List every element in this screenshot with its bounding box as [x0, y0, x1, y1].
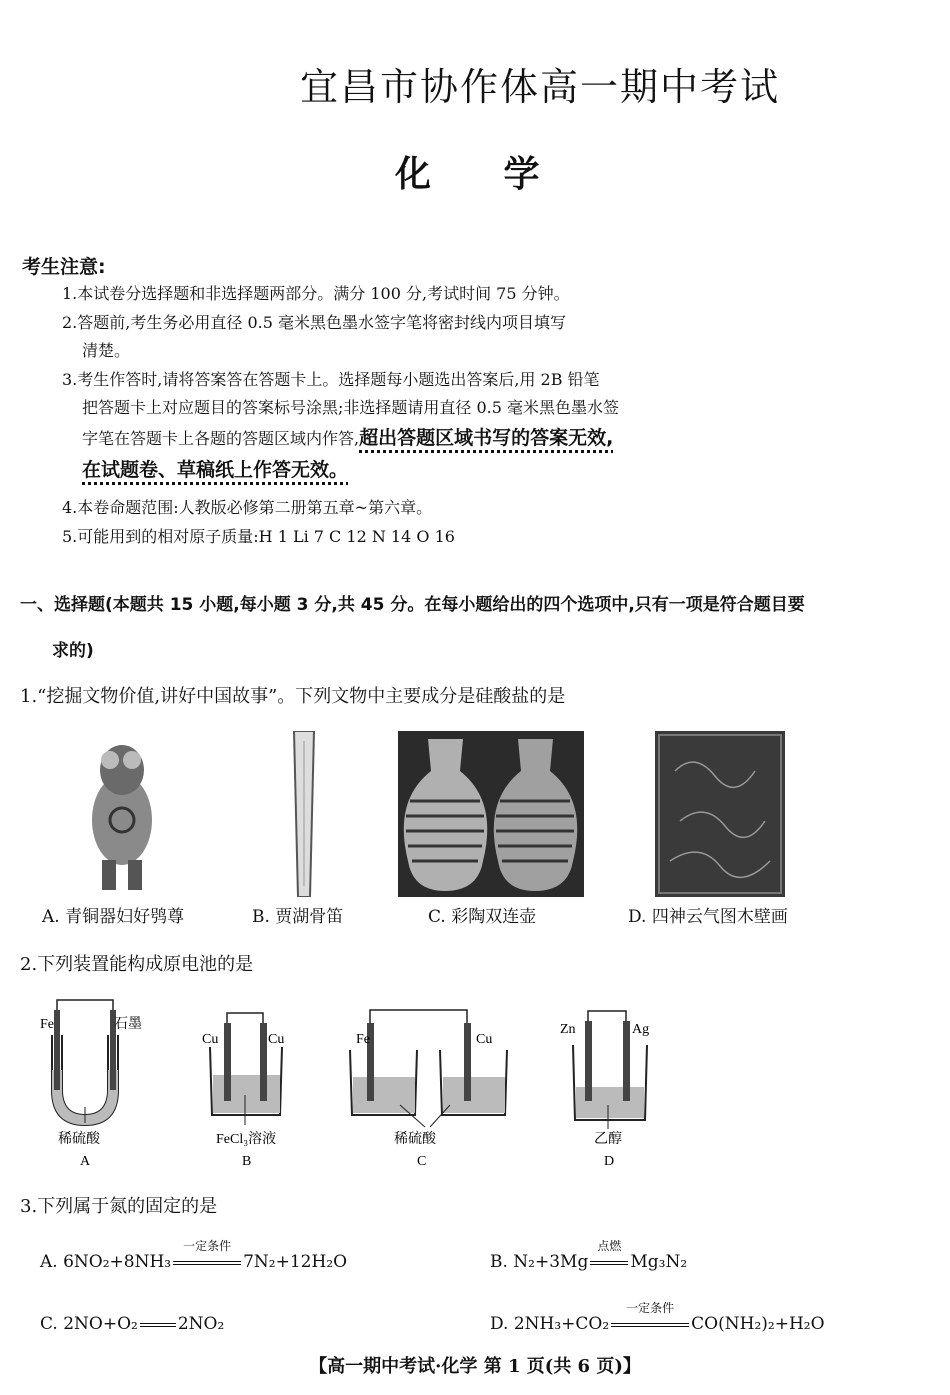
q3-b-condition: 点燃: [597, 1238, 622, 1253]
apparatus-b-solution: FeCl₃溶液: [216, 1132, 277, 1147]
apparatus-d-right-label: Ag: [632, 1022, 650, 1037]
q2-apparatus-figure: [30, 995, 670, 1170]
notice-emphasis-2: 在试题卷、草稿纸上作答无效。: [82, 459, 349, 481]
apparatus-a-solution: 稀硫酸: [58, 1132, 100, 1147]
subject-title: 化 学: [395, 154, 540, 195]
q3-b-arrow: [588, 1238, 630, 1273]
apparatus-d-solution: 乙醇: [594, 1132, 622, 1147]
notice-item-3-cont2: [82, 428, 613, 449]
q2-stem: 2.下列装置能构成原电池的是: [20, 954, 254, 975]
apparatus-c: [350, 1010, 507, 1169]
q3-a-products: 7N₂+12H₂O: [243, 1252, 348, 1272]
apparatus-c-letter: C: [417, 1154, 427, 1169]
section-heading-cont: 求的): [52, 641, 94, 661]
q3-a-arrow: [171, 1238, 243, 1273]
q3-option-a: [40, 1238, 348, 1273]
apparatus-c-right-label: Cu: [476, 1032, 493, 1047]
notice-heading: 考生注意:: [22, 256, 106, 278]
q1-option-a: A. 青铜器妇好鸮尊: [42, 907, 185, 927]
apparatus-d-left-label: Zn: [560, 1022, 576, 1037]
q3-c-products: 2NO₂: [177, 1314, 225, 1334]
apparatus-d: [560, 1011, 649, 1169]
q3-d-condition: 一定条件: [626, 1300, 675, 1315]
q1-stem: 1.“挖掘文物价值,讲好中国故事”。下列文物中主要成分是硅酸盐的是: [20, 686, 566, 707]
apparatus-a-left-label: Fe: [40, 1017, 54, 1032]
q3-a-condition: 一定条件: [183, 1238, 232, 1253]
notice-item-2: 2.答题前,考生务必用直径 0.5 毫米黑色墨水签字笔将密封线内项目填写: [62, 313, 566, 332]
q3-stem: 3.下列属于氮的固定的是: [20, 1196, 218, 1217]
apparatus-a-letter: A: [80, 1154, 91, 1169]
apparatus-a: [40, 1000, 142, 1169]
notice-item-5: 5.可能用到的相对原子质量:H 1 Li 7 C 12 N 14 O 16: [62, 527, 455, 546]
q3-a-reactants: A. 6NO₂+8NH₃: [40, 1252, 172, 1272]
notice-item-3: 3.考生作答时,请将答案答在答题卡上。选择题每小题选出答案后,用 2B 铅笔: [62, 370, 600, 389]
q3-b-products: Mg₃N₂: [630, 1252, 688, 1272]
notice-item-3-cont1: 把答题卡上对应题目的答案标号涂黑;非选择题请用直径 0.5 毫米黑色墨水签: [82, 398, 620, 417]
q1-image-d-mural: [655, 731, 785, 897]
q1-image-c-pottery: [398, 731, 584, 897]
q1-option-b: B. 贾湖骨笛: [252, 907, 344, 927]
page-footer: 【高一期中考试·化学 第 1 页(共 6 页)】: [309, 1356, 641, 1377]
q1-option-d: D. 四神云气图木壁画: [628, 907, 788, 927]
q3-c-arrow: [138, 1315, 178, 1335]
notice-item-4: 4.本卷命题范围:人教版必修第二册第五章~第六章。: [62, 498, 433, 517]
apparatus-b-right-label: Cu: [268, 1032, 285, 1047]
apparatus-a-right-label: 石墨: [114, 1017, 142, 1032]
apparatus-b-letter: B: [242, 1154, 252, 1169]
q1-option-c: C. 彩陶双连壶: [428, 907, 537, 927]
q3-option-b: [490, 1238, 688, 1273]
q3-option-c: [40, 1314, 224, 1335]
apparatus-c-solution: 稀硫酸: [394, 1132, 436, 1147]
q3-d-reactants: D. 2NH₃+CO₂: [490, 1314, 610, 1334]
apparatus-d-letter: D: [604, 1154, 615, 1169]
q3-d-arrow: [609, 1300, 691, 1335]
q1-image-b-bone-flute: [288, 731, 320, 897]
section-heading: 一、选择题(本题共 15 小题,每小题 3 分,共 45 分。在每小题给出的四个选项中,只有一项是符合题目要: [20, 595, 805, 615]
notice-emphasis-1: 超出答题区域书写的答案无效,: [359, 427, 614, 449]
q3-b-reactants: B. N₂+3Mg: [490, 1252, 589, 1272]
notice-item-1: 1.本试卷分选择题和非选择题两部分。满分 100 分,考试时间 75 分钟。: [62, 284, 570, 303]
q1-image-a-bronze: [82, 730, 164, 896]
exam-title: 宜昌市协作体高一期中考试: [299, 65, 780, 109]
q3-c-reactants: C. 2NO+O₂: [40, 1314, 138, 1334]
q3-d-products: CO(NH₂)₂+H₂O: [691, 1314, 825, 1334]
notice-item-2-cont: 清楚。: [82, 341, 131, 360]
apparatus-b-left-label: Cu: [202, 1032, 219, 1047]
apparatus-c-left-label: Fe: [356, 1032, 370, 1047]
apparatus-b: [202, 1013, 284, 1169]
notice-item-3-normal: 字笔在答题卡上各题的答题区域内作答,: [82, 429, 360, 448]
q3-option-d: [490, 1300, 825, 1335]
